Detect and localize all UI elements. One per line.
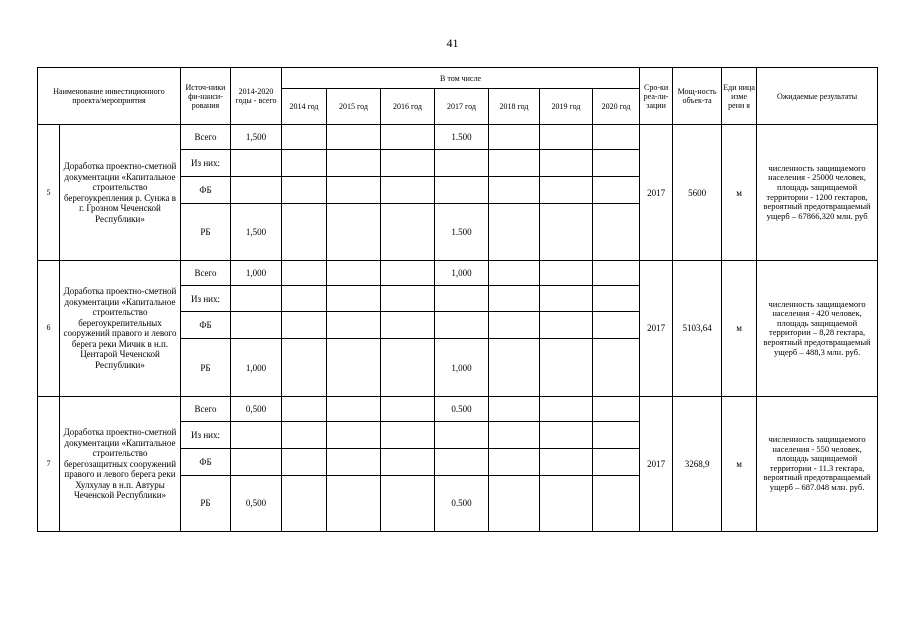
total-value xyxy=(231,286,282,312)
header-terms: Сро-ки реа-ли-зации xyxy=(640,68,673,125)
funding-source: Всего xyxy=(181,125,231,150)
term-value: 2017 xyxy=(640,125,673,261)
total-value: 1,000 xyxy=(231,261,282,286)
funding-source: РБ xyxy=(181,475,231,531)
total-value: 1,500 xyxy=(231,125,282,150)
total-value: 0,500 xyxy=(231,396,282,421)
total-value xyxy=(231,421,282,448)
total-value xyxy=(231,150,282,177)
total-value xyxy=(231,312,282,339)
header-year: 2017 год xyxy=(435,89,489,125)
value-2017 xyxy=(435,177,489,204)
expected-result: численность защищаемого населения - 25000 человек, площадь защищаемой территории - 1200 гектаров, вероятный предотвращаемый ущерб – 67866,320 млн. руб xyxy=(757,125,878,261)
value-2017: 1.500 xyxy=(435,125,489,150)
funding-source: ФБ xyxy=(181,448,231,475)
funding-source: Из них: xyxy=(181,286,231,312)
expected-result: численность защищаемого населения - 550 человек, площадь защищаемой территории - 11.3 гектара, вероятный предотвращаемый ущерб – 687.048 млн. руб. xyxy=(757,396,878,531)
value-2017 xyxy=(435,421,489,448)
funding-source: РБ xyxy=(181,339,231,396)
header-unit: Еди ница изме рени я xyxy=(722,68,757,125)
header-year: 2016 год xyxy=(381,89,435,125)
value-2017: 1,000 xyxy=(435,339,489,396)
value-2017 xyxy=(435,286,489,312)
header-year: 2015 год xyxy=(327,89,381,125)
funding-source: РБ xyxy=(181,204,231,261)
funding-source: ФБ xyxy=(181,177,231,204)
expected-result: численность защищаемого населения - 420 человек, площадь защищаемой территории – 8,28 гектара, вероятный предотвращаемый ущерб – 488,3 млн. руб. xyxy=(757,261,878,396)
header-name: Наименование инвестиционного проекта/мероприятия xyxy=(38,68,181,125)
header-results: Ожидаемые результаты xyxy=(757,68,878,125)
capacity-value: 3268,9 xyxy=(673,396,722,531)
term-value: 2017 xyxy=(640,396,673,531)
investment-table xyxy=(37,67,878,532)
term-value: 2017 xyxy=(640,261,673,396)
value-2017: 0.500 xyxy=(435,475,489,531)
header-year: 2018 год xyxy=(489,89,540,125)
project-name: Доработка проектно-сметной документации «Капитальное строительство берегоукрепления р. Сунжа в г. Грозном Чеченской Республики» xyxy=(60,125,181,261)
value-2017 xyxy=(435,448,489,475)
capacity-value: 5103,64 xyxy=(673,261,722,396)
unit-value: м xyxy=(722,125,757,261)
header-capacity: Мощ-ность объек-та xyxy=(673,68,722,125)
total-value: 0,500 xyxy=(231,475,282,531)
project-name: Доработка проектно-сметной документации «Капитальное строительство берегоукрепительных сооружений правого и левого берега реки Мичик в н.п. Центарой Чеченской Республики» xyxy=(60,261,181,396)
value-2017 xyxy=(435,150,489,177)
header-total: 2014-2020 годы - всего xyxy=(231,68,282,125)
funding-source: Из них: xyxy=(181,150,231,177)
total-value: 1,500 xyxy=(231,204,282,261)
total-value xyxy=(231,177,282,204)
value-2017: 0.500 xyxy=(435,396,489,421)
header-year: 2019 год xyxy=(540,89,593,125)
page-number: 41 xyxy=(446,36,459,50)
funding-source: Всего xyxy=(181,261,231,286)
total-value: 1,000 xyxy=(231,339,282,396)
row-number: 7 xyxy=(38,396,60,531)
funding-source: Всего xyxy=(181,396,231,421)
unit-value: м xyxy=(722,396,757,531)
funding-source: ФБ xyxy=(181,312,231,339)
capacity-value: 5600 xyxy=(673,125,722,261)
total-value xyxy=(231,448,282,475)
unit-value: м xyxy=(722,261,757,396)
value-2017 xyxy=(435,312,489,339)
header-year: 2020 год xyxy=(593,89,640,125)
row-number: 5 xyxy=(38,125,60,261)
row-number: 6 xyxy=(38,261,60,396)
funding-source: Из них: xyxy=(181,421,231,448)
header-incl: В том числе xyxy=(282,68,640,89)
project-name: Доработка проектно-сметной документации «Капитальное строительство берегозащитных сооружений правого и левого берега реки Хулхулау в н.п. Автуры Чеченской Республики» xyxy=(60,396,181,531)
value-2017: 1,000 xyxy=(435,261,489,286)
value-2017: 1.500 xyxy=(435,204,489,261)
header-year: 2014 год xyxy=(282,89,327,125)
header-sources: Источ-ники фи-нанси-рования xyxy=(181,68,231,125)
